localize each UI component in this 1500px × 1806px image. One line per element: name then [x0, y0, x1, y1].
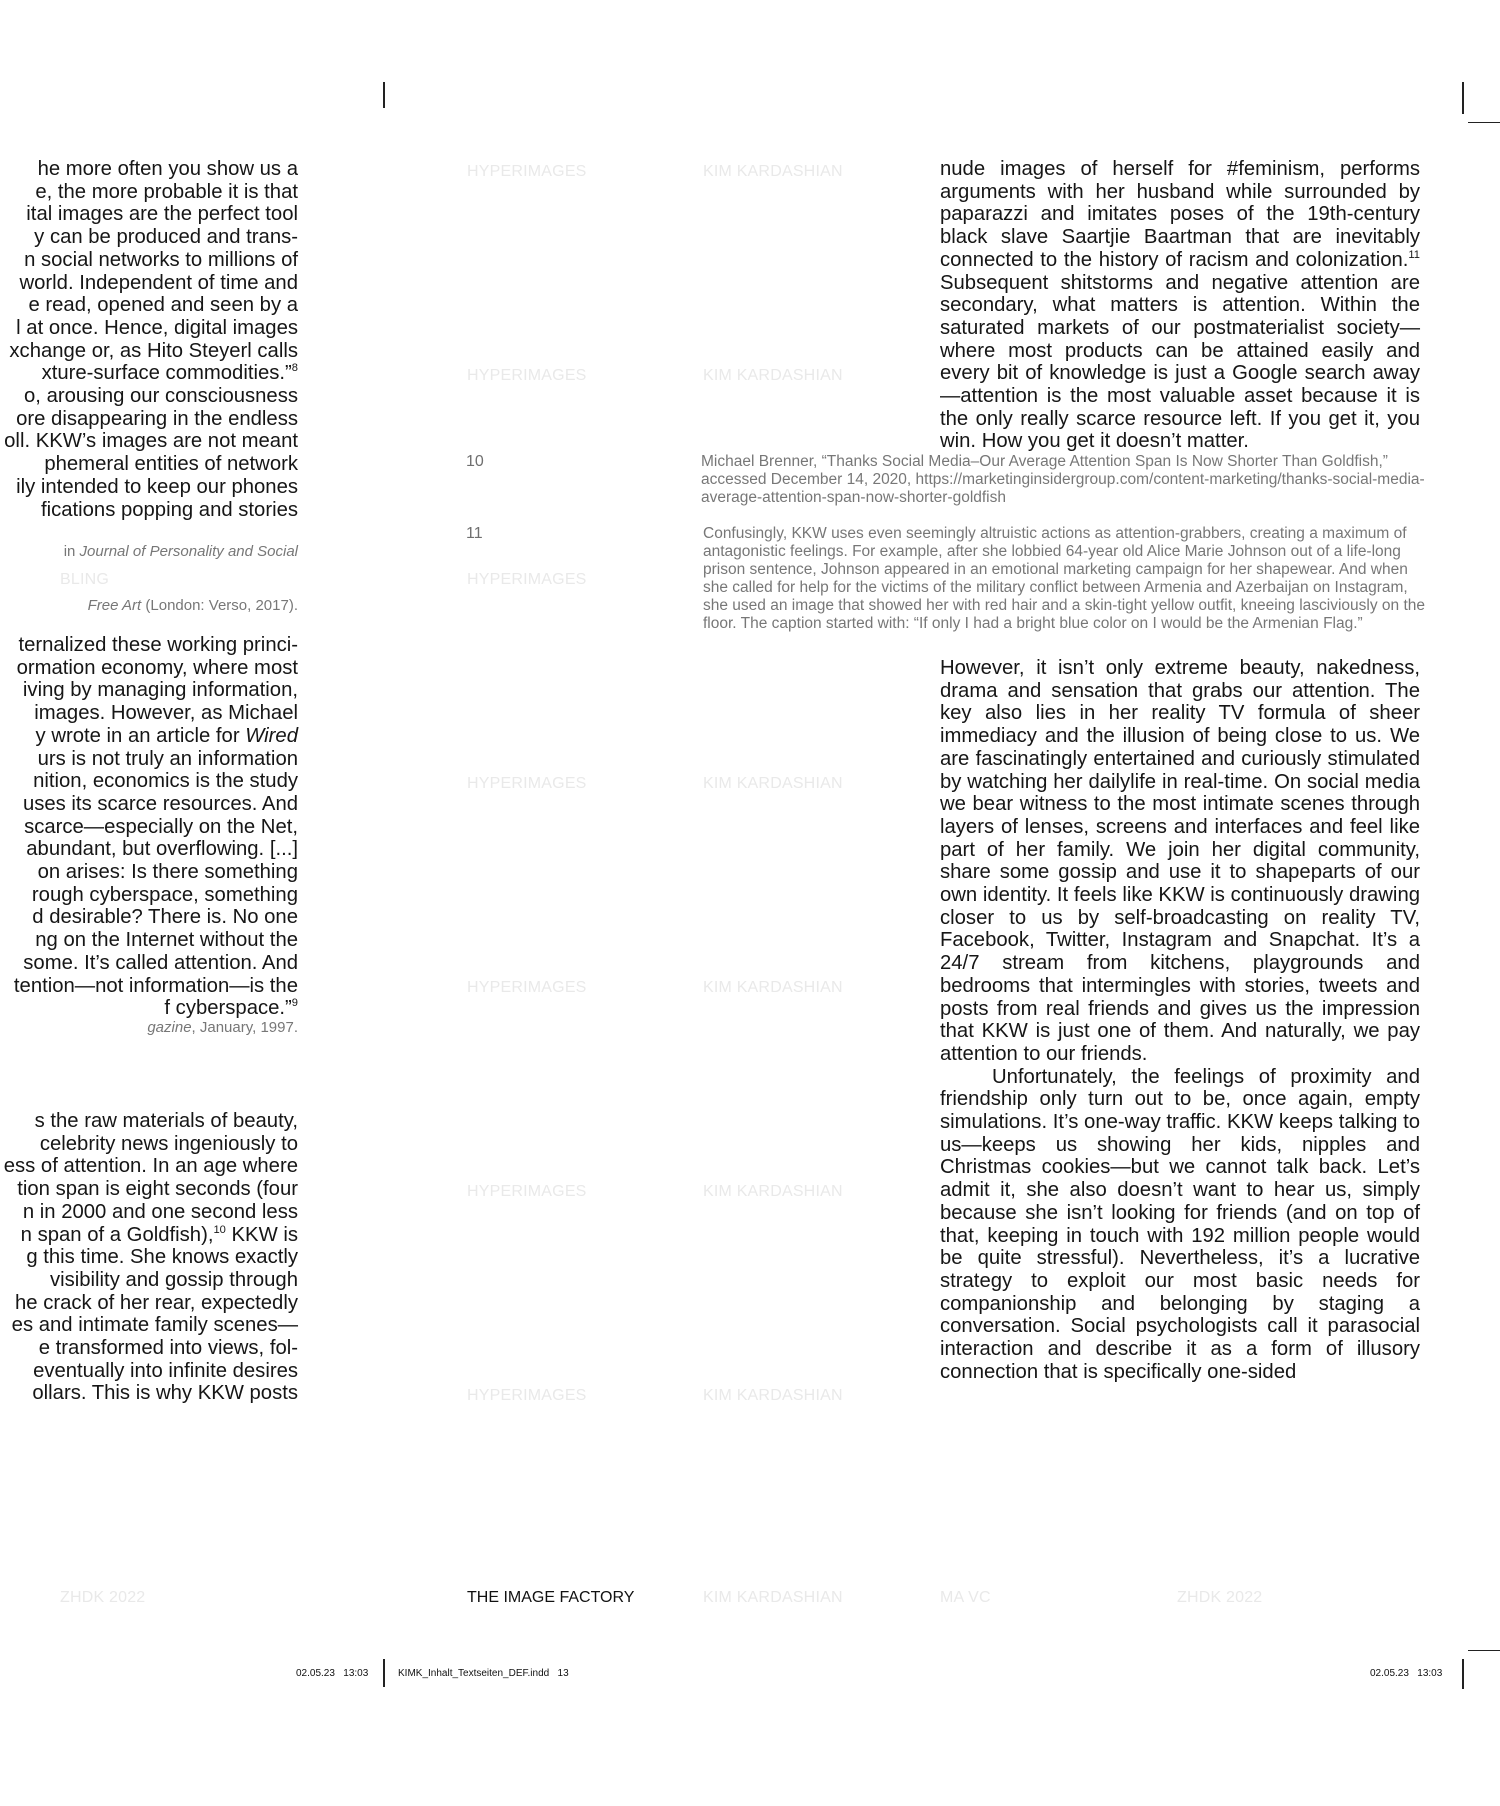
- left-column-line: abundant, but overflowing. [...]: [26, 838, 298, 861]
- footnote-number-11: 11: [466, 525, 483, 542]
- magazine-title: Wired: [245, 724, 298, 747]
- slug-date: 02.05.23: [1370, 1668, 1409, 1679]
- left-column-line: urs is not truly an information: [37, 747, 298, 770]
- ghost-label-zhdk-2022: ZHDK 2022: [60, 1589, 146, 1606]
- footnote-10-text: Michael Brenner, “Thanks Social Media–Our Average Attention Span Is Now Shorter Than Goldfish,” accessed December 14, 2020, https://marketinginsidergroup.com/content-marketing/thanks-social-media-average-attention-span-now-shorter-goldfish: [701, 453, 1425, 506]
- left-column-line: nition, economics is the study: [33, 770, 298, 793]
- ghost-label-kim-kardashian: KIM KARDASHIAN: [703, 367, 843, 384]
- body-text: However, it isn’t only extreme beauty, nakedness, drama and sensation that grabs our attention. The key also lies in her reality TV formula of sheer immediacy and the illusion of being close to us. We are fascinatingly entertained and curiously stimulated by watching her dailylife in real-time. On social media we bear witness to the most intimate scenes through layers of lenses, screens and interfaces and feel like part of her family. We join her digital community, share some gossip and use it to shapeparts of our own identity. It feels like KKW is continuously drawing closer to us by self-broadcasting on reality TV, Facebook, Twitter, Instagram and Snapchat. It’s a 24/7 stream from kitchens, playgrounds and bedrooms that intermingles with stories, tweets and posts from real friends and gives us the impression that KKW is just one of them. And naturally, we pay attention to our friends.: [940, 657, 1420, 1065]
- ghost-label-bling: BLING: [60, 571, 110, 588]
- left-column-text: KKW is: [225, 1223, 298, 1246]
- right-column-paragraph-1: [940, 158, 1420, 453]
- left-column-line: n span of a Goldfish),$^{10}$ KKW is: [20, 1223, 298, 1246]
- slug-time: 13:03: [343, 1668, 369, 1679]
- left-column-line: ore disappearing in the endless: [16, 407, 298, 430]
- ghost-label-hyperimages: HYPERIMAGES: [467, 163, 587, 180]
- footnote-ref-11: 11: [1408, 249, 1420, 262]
- left-column-line: y wrote in an article for Wired: [35, 724, 298, 747]
- slug-time: 13:03: [1417, 1668, 1443, 1679]
- left-column-line: visibility and gossip through: [49, 1268, 298, 1291]
- left-column-line: e read, opened and seen by a: [28, 294, 298, 317]
- slug-date: 02.05.23: [296, 1668, 335, 1679]
- left-column-line: fications popping and stories: [40, 498, 298, 521]
- left-column-line: images. However, as Michael: [34, 702, 298, 725]
- left-column-line: oll. KKW’s images are not meant: [4, 430, 298, 453]
- footnote-text: in: [63, 543, 80, 560]
- ghost-label-hyperimages: HYPERIMAGES: [467, 1183, 587, 1200]
- left-column-line: e transformed into views, fol-: [38, 1337, 298, 1359]
- footnote-journal-title: Journal of Personality and Social: [79, 543, 298, 560]
- running-title: THE IMAGE FACTORY: [467, 1589, 635, 1606]
- left-column-line: on arises: Is there something: [37, 861, 298, 883]
- left-column-line: some. It’s called attention. And: [23, 951, 298, 974]
- slug-filename: KIMK_Inhalt_Textseiten_DEF.indd: [398, 1668, 550, 1679]
- left-column-line: uses its scarce resources. And: [22, 792, 298, 815]
- ghost-label-hyperimages: HYPERIMAGES: [467, 1387, 587, 1404]
- left-column-line: d desirable? There is. No one: [32, 906, 298, 929]
- ghost-label-hyperimages: HYPERIMAGES: [467, 775, 587, 792]
- left-column-line: y can be produced and trans-: [34, 226, 298, 249]
- slug-page-number: 13: [557, 1668, 569, 1679]
- left-column-line: eventually into infinite desires: [33, 1359, 298, 1382]
- left-column-line: o, arousing our consciousness: [24, 385, 298, 407]
- crop-mark-top-right: [1462, 82, 1464, 114]
- left-column-line: ollars. This is why KKW posts: [32, 1382, 298, 1405]
- left-column-line: rough cyberspace, something: [31, 883, 298, 906]
- slug-date-left: [296, 1668, 368, 1679]
- left-column-line: celebrity news ingeniously to: [39, 1132, 298, 1155]
- left-column-line: n social networks to millions of: [24, 248, 298, 271]
- left-column-line: xchange or, as Hito Steyerl calls: [9, 339, 298, 362]
- ghost-label-hyperimages: HYPERIMAGES: [467, 367, 587, 384]
- right-column-paragraph-2: [940, 657, 1420, 1384]
- left-column-line: f cyberspace.”$^9$: [164, 997, 298, 1020]
- crop-mark-bottom-left: [383, 1659, 385, 1687]
- left-column-line: n in 2000 and one second less: [22, 1200, 298, 1223]
- left-column-line: ng on the Internet without the: [35, 929, 298, 952]
- crop-mark-bottom-right-horizontal: [1468, 1650, 1500, 1651]
- left-column-line: ternalized these working princi-: [18, 634, 298, 656]
- ghost-label-zhdk-2022: ZHDK 2022: [1177, 1589, 1263, 1606]
- crop-mark-bottom-right: [1462, 1659, 1464, 1689]
- left-column-line: world. Independent of time and: [19, 271, 298, 294]
- left-column-line: scarce—especially on the Net,: [24, 815, 298, 838]
- footnote-ref: 9: [291, 997, 298, 1010]
- body-text: Unfortunately, the feelings of proximity and friendship only turn out to be, once again, empty simulations. It’s one-way traffic. KKW keeps talking to us—keeps us showing her kids, nipples and Christmas cookies—but we cannot talk back. Let’s admit it, she also doesn’t want to hear us, simply because she isn’t looking for friends (and on top of that, keeping in touch with 192 million people would be quite stressful). Nevertheless, it’s a lucrative strategy to exploit our most basic needs for companionship and belonging by staging a conversation. Social psychologists call it parasocial interaction and describe it as a form of illusory connection that is specifically one-sided: [940, 1065, 1420, 1383]
- footnote-number-10: 10: [466, 453, 484, 470]
- left-footnote-9: [147, 1019, 298, 1037]
- left-column-line: ital images are the perfect tool: [26, 203, 298, 226]
- left-footnote-8-continued: [88, 597, 298, 615]
- footnote-11: [703, 525, 1428, 633]
- crop-mark-top-right-horizontal: [1468, 122, 1500, 123]
- left-column-line: g this time. She knows exactly: [26, 1246, 298, 1269]
- footnote-ref: 8: [291, 362, 298, 375]
- slug-date-right: [1370, 1668, 1442, 1679]
- footnote-text: (London: Verso, 2017).: [141, 597, 298, 614]
- left-column-line: l at once. Hence, digital images: [16, 316, 298, 339]
- left-column-line: es and intimate family scenes—: [11, 1314, 298, 1337]
- left-column-line: s the raw materials of beauty,: [34, 1110, 298, 1132]
- left-column-line: xture-surface commodities.”$^8$: [41, 362, 298, 385]
- ghost-label-kim-kardashian: KIM KARDASHIAN: [703, 163, 843, 180]
- left-footnote-8: [64, 543, 298, 561]
- footnote-11-text: Confusingly, KKW uses even seemingly altruistic actions as attention-grabbers, creating a maximum of antagonistic feelings. For example, after she lobbied 64-year old Alice Marie Johnson out of a life-long prison sentence, Johnson appeared in an emotional marketing campaign for her shapewear. And when she called for help for the victims of the military conflict between Armenia and Azerbaijan on Instagram, she used an image that showed her with red hair and a skin-tight yellow outfit, kneeing lasciviously on the floor. The caption started with: “If only I had a bright blue color on I would be the Armenian Flag.”: [703, 525, 1426, 632]
- footnote-book-title: Free Art: [87, 597, 142, 614]
- footnote-magazine-title: gazine: [147, 1019, 192, 1036]
- left-column-line: e, the more probable it is that: [35, 180, 298, 203]
- left-column-line: tion span is eight seconds (four: [17, 1178, 298, 1201]
- body-text: nude images of herself for #feminism, performs arguments with her husband while surrounded by paparazzi and imitates poses of the 19th-century black slave Saartjie Baartman that are inevitably connected to the history of racism and colonization.: [940, 158, 1420, 271]
- ghost-label-kim-kardashian: KIM KARDASHIAN: [703, 979, 843, 996]
- ghost-label-kim-kardashian: KIM KARDASHIAN: [703, 1183, 843, 1200]
- ghost-label-ma-vc: MA VC: [940, 1589, 991, 1606]
- slug-file: [398, 1668, 569, 1679]
- left-column-line: ormation economy, where most: [16, 656, 298, 679]
- left-column-line: tention—not information—is the: [13, 974, 298, 997]
- footnote-text: , January, 1997.: [191, 1019, 298, 1036]
- ghost-label-hyperimages: HYPERIMAGES: [467, 571, 587, 588]
- ghost-label-kim-kardashian: KIM KARDASHIAN: [703, 775, 843, 792]
- footnote-ref: 10: [213, 1223, 226, 1236]
- ghost-label-kim-kardashian: KIM KARDASHIAN: [703, 1589, 843, 1606]
- footnote-10: [701, 453, 1431, 507]
- ghost-label-kim-kardashian: KIM KARDASHIAN: [703, 1387, 843, 1404]
- body-text: Subsequent shitstorms and negative attention are secondary, what matters is attention. Within the saturated markets of our postmaterialist society—where most products can be attained easily and every bit of knowledge is just a Google search away—attention is the most valuable asset because it is the only really scarce resource left. If you get it, you win. How you get it doesn’t matter.: [940, 271, 1420, 453]
- ghost-label-hyperimages: HYPERIMAGES: [467, 979, 587, 996]
- left-column-line: he crack of her rear, expectedly: [15, 1291, 298, 1314]
- crop-mark-top-left: [383, 82, 385, 108]
- left-column-line: he more often you show us a: [37, 158, 298, 180]
- left-column-line: ily intended to keep our phones: [16, 475, 298, 498]
- left-column-line: ess of attention. In an age where: [3, 1155, 298, 1178]
- left-column-line: phemeral entities of network: [44, 453, 298, 476]
- left-column-line: iving by managing information,: [22, 679, 298, 702]
